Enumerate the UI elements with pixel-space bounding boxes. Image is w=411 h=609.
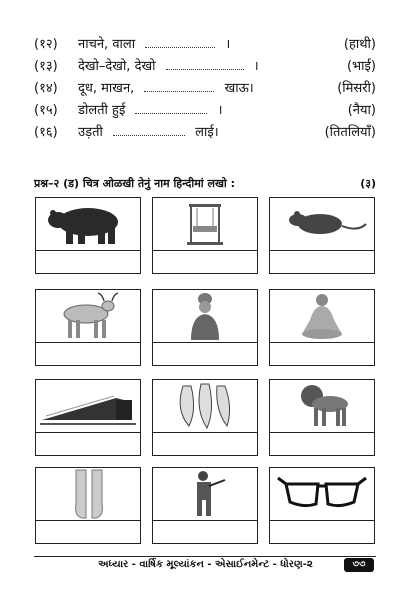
question-text: डोलती हुई । xyxy=(78,103,223,118)
answer-hint: (हाथी) xyxy=(343,37,376,52)
answer-box[interactable] xyxy=(270,250,374,273)
glasses-icon xyxy=(270,468,374,520)
answer-blank[interactable] xyxy=(145,37,215,48)
section-score: (३) xyxy=(360,177,376,190)
answer-blank[interactable] xyxy=(135,103,207,114)
question-13 xyxy=(34,54,376,74)
question-number: (१३) xyxy=(34,59,58,74)
picture-card xyxy=(269,379,375,456)
answer-blank[interactable] xyxy=(166,59,244,70)
train-icon xyxy=(36,380,140,432)
answer-box[interactable] xyxy=(153,250,257,273)
question-14 xyxy=(34,76,376,96)
question-text: नाचने, वाला । xyxy=(78,37,231,52)
question-text: देखो–देखो, देखो । xyxy=(78,59,259,74)
answer-box[interactable] xyxy=(153,520,257,543)
footer-text: અધ્યાર - વાર્ષિક મૂલ્યાંકન - એસાઈનમેન્ટ - ધોરણ-૨ xyxy=(98,559,313,570)
answer-hint: (नैया) xyxy=(347,103,376,118)
swing-icon xyxy=(153,198,257,250)
question-15 xyxy=(34,98,376,118)
answer-box[interactable] xyxy=(36,250,140,273)
banana-icon xyxy=(153,380,257,432)
answer-box[interactable] xyxy=(36,342,140,365)
picture-card xyxy=(152,197,258,274)
picture-card xyxy=(269,467,375,544)
answer-box[interactable] xyxy=(153,342,257,365)
bear-icon xyxy=(36,198,140,250)
question-number: (१५) xyxy=(34,103,58,118)
section-heading xyxy=(34,176,376,191)
answer-hint: (भाई) xyxy=(346,59,376,74)
picture-card xyxy=(35,289,141,366)
answer-hint: (तितलियाँ) xyxy=(324,125,376,140)
picture-card xyxy=(152,379,258,456)
picture-card xyxy=(269,289,375,366)
answer-box[interactable] xyxy=(270,342,374,365)
ox-icon xyxy=(36,290,140,342)
section-label: प्रश्न–२ (ड) चित्र ओळखी तेनुं नाम हिन्दीमां लखो : xyxy=(34,177,236,190)
answer-blank[interactable] xyxy=(144,81,214,92)
question-12 xyxy=(34,32,376,52)
rat-icon xyxy=(270,198,374,250)
soldier-icon xyxy=(153,468,257,520)
question-16 xyxy=(34,120,376,140)
question-number: (१४) xyxy=(34,81,58,96)
question-text: उड़ती लाई। xyxy=(78,125,219,140)
king-icon xyxy=(153,290,257,342)
answer-box[interactable] xyxy=(270,520,374,543)
answer-hint: (मिसरी) xyxy=(337,81,376,96)
picture-card xyxy=(35,197,141,274)
answer-box[interactable] xyxy=(36,520,140,543)
answer-blank[interactable] xyxy=(113,125,185,136)
picture-card xyxy=(35,467,141,544)
picture-card xyxy=(152,467,258,544)
answer-box[interactable] xyxy=(36,432,140,455)
lion-icon xyxy=(270,380,374,432)
queen-icon xyxy=(270,290,374,342)
page-number: ৩৩ xyxy=(344,558,374,572)
feet-icon xyxy=(36,468,140,520)
answer-box[interactable] xyxy=(153,432,257,455)
picture-card xyxy=(269,197,375,274)
answer-box[interactable] xyxy=(270,432,374,455)
question-text: दूध, माखन, खाऊ। xyxy=(78,81,254,96)
footer-divider xyxy=(34,556,376,557)
question-number: (१६) xyxy=(34,125,58,140)
picture-card xyxy=(152,289,258,366)
question-number: (१२) xyxy=(34,37,58,52)
picture-card xyxy=(35,379,141,456)
